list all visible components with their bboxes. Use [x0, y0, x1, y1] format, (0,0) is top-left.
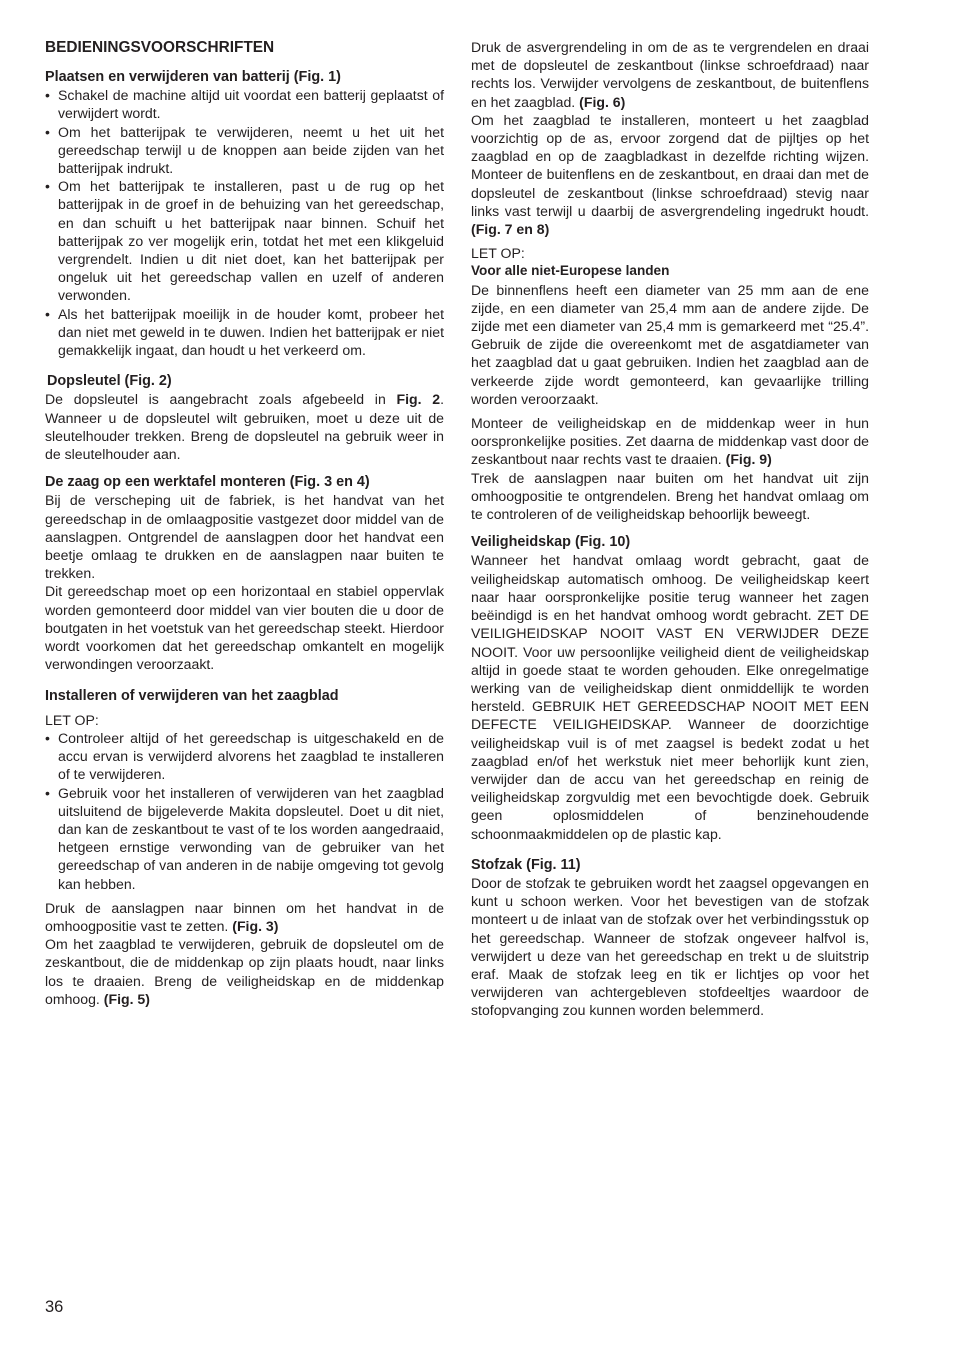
section-heading-safety-guard: Veiligheidskap (Fig. 10) [471, 534, 631, 551]
section-battery [45, 68, 444, 359]
section-heading-battery: Plaatsen en verwijderen van batterij (Fig. 1) [45, 69, 341, 85]
paragraph-text: . Wanneer u de dopsleutel wilt gebruiken, moet u deze uit de sleutelhouder trekken. Breng de dopsleutel na gebruik weer in de sleutelhouder aan. [45, 391, 444, 463]
caution-bullet-list [45, 729, 444, 893]
paragraph [471, 111, 869, 238]
bullet-item: • Als het batterijpak moeilijk in de houder komt, probeer het dan niet met geweld in te duwen. Indien het batterijpak er niet gemakkelijk ingaat, dan houdt u het verkeerd om. [45, 305, 444, 360]
figure-reference: (Fig. 9) [725, 451, 772, 468]
figure-reference: (Fig. 5) [103, 990, 150, 1007]
paragraph: Wanneer het handvat omlaag wordt gebracht, gaat de veiligheidskap automatisch omhoog. De veiligheidskap keert naar haar oorspronkelijke positie terug wanneer het zagen beëindigd is en het handvat omhoog wordt gebracht. ZET DE VEILIGHEIDSKAP NOOIT VAST EN VERWIJDER DEZE NOOIT. Voor uw persoonlijke veiligheid dient de veiligheidskap altijd in goede staat te worden gehouden. Elke onregelmatige werking van de veiligheidskap dient onmiddellijk te worden hersteld. GEBRUIK HET GEREEDSCHAP NOOIT MET EEN DEFECTE VEILIGHEIDSKAP. Wanneer de doorzichtige veiligheidskap vuil is of met zaagsel is bedekt zodat u het zaagblad en/of het werkstuk niet meer behorlijk kunt zien, verwijder dan de accu van het gereedschap en reinig de veiligheidskap zorgvuldig met een bevochtigde doek. Gebruik geen oplosmiddelen of benzinehoudende schoonmaakmiddelen op de plastic kap. [471, 552, 869, 842]
right-column [471, 38, 869, 1020]
section-heading-dust-bag: Stofzak (Fig. 11) [471, 856, 581, 873]
paragraph: Door de stofzak te gebruiken wordt het zaagsel opgevangen en kunt u schoon werken. Voor het bevestigen van de stofzak monteert u de inlaat van de stofzak over het verbindingsstuk op het gereedschap. Wanneer de stofzak ongeveer halfvol is, verwijdert u deze van het gereedschap en trekt u de sluitstrip eraf. Maak de stofzak leeg en tik er lichtjes op voor het verwijderen van achtergebleven stofdeeltjes waardoor de stofopvanging zou kunnen worden belemmerd. [471, 874, 869, 1019]
left-column [45, 38, 444, 1008]
paragraph: De binnenflens heeft een diameter van 25 mm aan de ene zijde, en een diameter van 25,4 mm aan de andere zijde. De zijde met een diameter van 25,4 mm is gemarkeerd met “25.4”. Gebruik de zijde die overeenkomt met de asgatdiameter van het zaagblad dat u gaat gebruiken. Indien het zaagblad aan de verkeerde zijde wordt gemonteerd, kan gevaarlijke trilling worden veroorzaakt. [471, 281, 869, 407]
figure-reference: (Fig. 6) [579, 93, 626, 110]
section-dust-bag [471, 856, 869, 1020]
paragraph-text: Druk de aanslagpen naar binnen om het handvat in de omhoogpositie vast te zetten. [45, 899, 444, 934]
paragraph: Bij de verscheping uit de fabriek, is het handvat van het gereedschap in de omlaagpositie vastgezet door middel van de aanslagpen. Ontgrendel de aanslagpen door het handvat een beetje omlaag te drukken en de aanslagpen naar buiten te trekken. [45, 492, 444, 582]
figure-reference: Fig. 2 [396, 391, 441, 408]
battery-bullet-list [45, 86, 444, 359]
bullet-item: • Om het batterijpak te verwijderen, neemt u het uit het gereedschap terwijl u de knoppen aan beide zijden van het batterijpak indrukt. [45, 123, 444, 178]
paragraph [471, 38, 869, 111]
section-workbench [45, 473, 444, 673]
section-heading-blade-install: Installeren of verwijderen van het zaagblad [45, 687, 339, 704]
paragraph-text: Monteer de veiligheidskap en de middenkap weer in hun oorspronkelijke posities. Zet daarna de middenkap vast door de zeskantbout naar rechts vast te draaien. [471, 415, 869, 468]
paragraph [45, 935, 444, 1008]
figure-reference: (Fig. 7 en 8) [471, 221, 550, 238]
paragraph: Dit gereedschap moet op een horizontaal en stabiel oppervlak worden gemonteerd door middel van vier bouten die u door de boutgaten in het voetstuk van het gereedschap steekt. Hierdoor wordt voorkomen dat het gereedschap omkantelt en mogelijk verwondingen veroorzaakt. [45, 583, 444, 673]
page-number: 36 [45, 1298, 64, 1316]
bullet-item: • Om het batterijpak te installeren, past u de rug op het batterijpak in de groef in de behuizing van het gereedschap, en dan schuift u het batterijpak naar binnen. Schuif het batterijpak zo ver mogelijk erin, totdat het met een klikgeluid vergrendelt. Indien u dit niet doet, kan het batterijpak per ongeluk uit het gereedschap vallen en uzelf of anderen verwonden. [45, 177, 444, 304]
paragraph: Trek de aanslagpen naar buiten om het handvat uit zijn omhoogpositie te ontgrendelen. Breng het handvat omlaag om te controleren of de veiligheidskap behoorlijk beweegt. [471, 469, 869, 523]
section-heading-socket-wrench: Dopsleutel (Fig. 2) [47, 373, 172, 390]
paragraph-text: Druk de asvergrendeling in om de as te vergrendelen en draai met de dopsleutel de zeskantbout (linkse schroefdraad) naar rechts los. Verwijder vervolgens de zeskantbout, de buitenflens en het zaagblad. [471, 39, 869, 110]
paragraph [471, 414, 869, 469]
bullet-item: • Gebruik voor het installeren of verwijderen van het zaagblad uitsluitend de bijgeleverde Makita dopsleutel. Doet u dit niet, dan kan de zeskantbout te vast of te los worden aangedraaid, hetgeen ernstige verwonding van de gebruiker van het gereedschap of van anderen in de nabije omgeving tot gevolg kan hebben. [45, 784, 444, 893]
paragraph-text: Om het zaagblad te verwijderen, gebruik de dopsleutel om de zeskantbout, die de middenkap op zijn plaats houdt, naar links los te draaien. Breng de veiligheidskap en de middenkap omhoog. [45, 936, 444, 1007]
caution-label: LET OP: [471, 245, 525, 262]
bullet-item: • Schakel de machine altijd uit voordat een batterij geplaatst of verwijdert wordt. [45, 86, 444, 122]
paragraph [45, 899, 444, 935]
section-heading-workbench: De zaag op een werktafel monteren (Fig. 3 en 4) [45, 474, 370, 491]
sub-heading-non-european: Voor alle niet-Europese landen [471, 263, 670, 279]
section-safety-guard [471, 533, 869, 842]
figure-reference: (Fig. 3) [232, 917, 279, 934]
page-title: BEDIENINGSVOORSCHRIFTEN [45, 39, 275, 56]
caution-label: LET OP: [45, 711, 99, 728]
paragraph-text: De dopsleutel is aangebracht zoals afgebeeld in [45, 391, 397, 408]
paragraph-text: Om het zaagblad te installeren, monteert u het zaagblad voorzichtig op de as, ervoor zorgend dat de pijltjes op het zaagblad en op de zaagbladkast in dezelfde richting wijzen. Monteer de buitenflens en de zeskantbout, en draai dan met de dopsleutel de zeskantbout (linkse schroefdraad) stevig naar links vast terwijl u daarbij de asvergrendeling ingedrukt houdt. [471, 111, 869, 219]
bullet-item: • Controleer altijd of het gereedschap is uitgeschakeld en de accu ervan is verwijderd alvorens het zaagblad te installeren of te verwijderen. [45, 729, 444, 784]
section-blade-install [45, 687, 444, 1008]
paragraph [45, 390, 444, 463]
section-socket-wrench [45, 372, 444, 463]
